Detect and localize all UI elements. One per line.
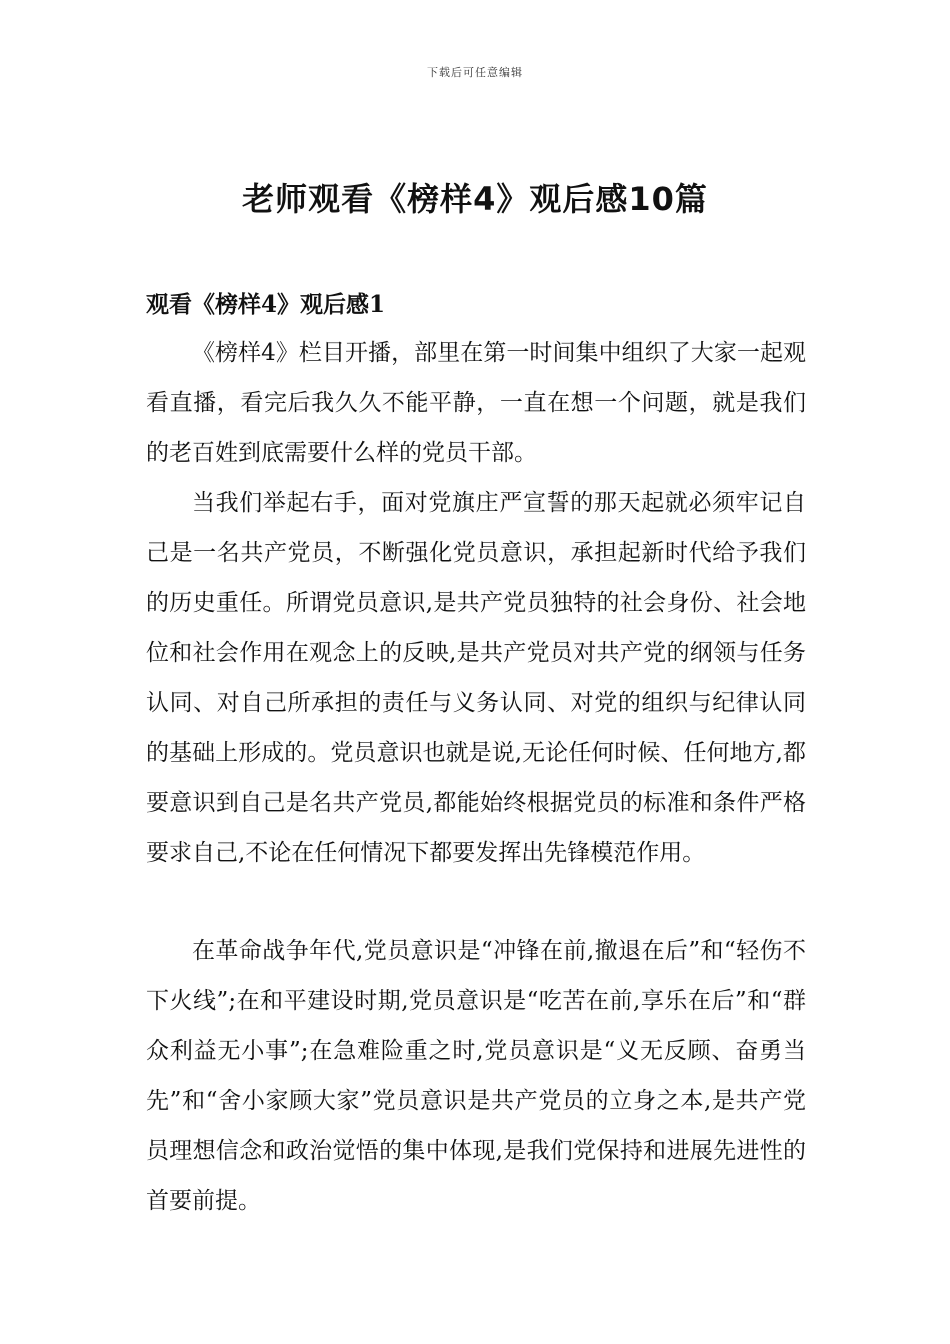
body-paragraph: 在革命战争年代,党员意识是“冲锋在前,撤退在后”和“轻伤不下火线”;在和平建设时期,党员意识是“吃苦在前,享乐在后”和“群众利益无小事”;在急难险重之时,党员意识是“义无反顾、奋勇当先”和“舍小家顾大家”党员意识是共产党员的立身之本,是共产党员理想信念和政治觉悟的集中体现,是我们党保持和进展先进性的首要前提。 [146, 938, 806, 1214]
header-note: 下载后可任意编辑 [427, 66, 523, 79]
body-paragraph: 《榜样4》栏目开播，部里在第一时间集中组织了大家一起观看直播，看完后我久久不能平静，一直在想一个问题，就是我们的老百姓到底需要什么样的党员干部。 [146, 340, 806, 466]
document-title: 老师观看《榜样4》观后感10篇 [242, 180, 708, 218]
section-heading: 观看《榜样4》观后感1 [146, 291, 386, 318]
body-paragraph: 当我们举起右手，面对党旗庄严宣誓的那天起就必须牢记自己是一名共产党员，不断强化党员意识，承担起新时代给予我们的历史重任。所谓党员意识,是共产党员独特的社会身份、社会地位和社会作用在观念上的反映,是共产党员对共产党的纲领与任务认同、对自己所承担的责任与义务认同、对党的组织与纪律认同的基础上形成的。党员意识也就是说,无论任何时候、任何地方,都要意识到自己是名共产党员,都能始终根据党员的标准和条件严格要求自己,不论在任何情况下都要发挥出先锋模范作用。 [146, 490, 806, 866]
